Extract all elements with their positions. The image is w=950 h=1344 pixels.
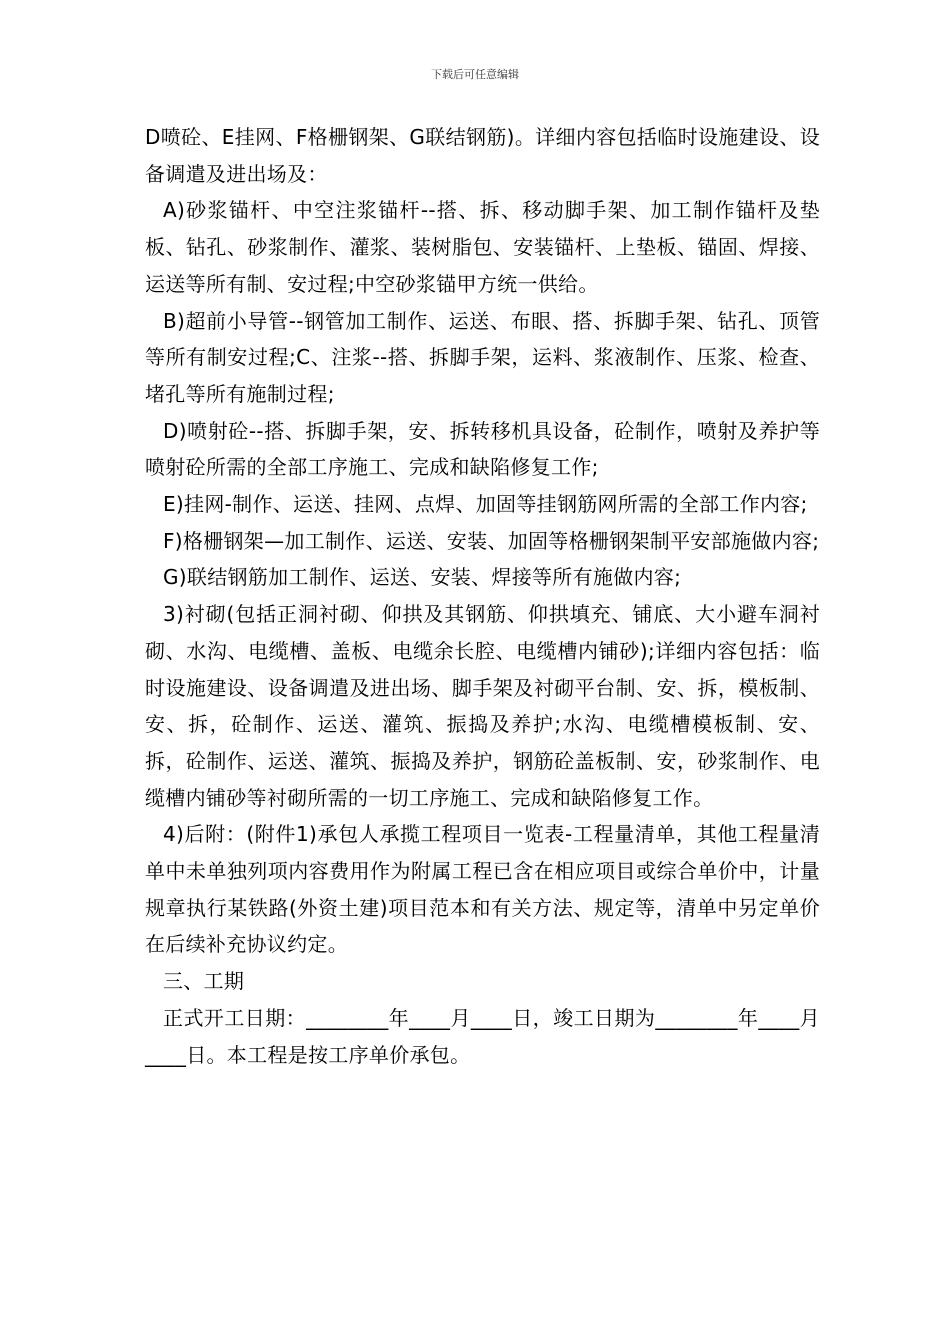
document-body: [145, 119, 820, 1073]
page-header: 下载后可任意编辑: [431, 68, 519, 81]
paragraph: D喷砼、E挂网、F格栅钢架、G联结钢筋)。详细内容包括临时设施建设、设备调遣及进出场及：: [145, 125, 820, 186]
paragraph: 3)衬砌(包括正洞衬砌、仰拱及其钢筋、仰拱填充、铺底、大小避车洞衬砌、水沟、电缆槽、盖板、电缆余长腔、电缆槽内铺砂);详细内容包括：临时设施建设、设备调遣及进出场、脚手架及衬砌平台制、安、拆，模板制、安、拆，砼制作、运送、灌筑、振捣及养护;水沟、电缆槽模板制、安、拆，砼制作、运送、灌筑、振捣及养护，钢筋砼盖板制、安，砂浆制作、电缆槽内铺砂等衬砌所需的一切工序施工、完成和缺陷修复工作。: [145, 602, 820, 810]
paragraph: E)挂网-制作、运送、挂网、点焊、加固等挂钢筋网所需的全部工作内容;: [163, 492, 808, 517]
paragraph: B)超前小导管--钢管加工制作、运送、布眼、搭、拆脚手架、钻孔、顶管等所有制安过程;C、注浆--搭、拆脚手架，运料、浆液制作、压浆、检查、堵孔等所有施制过程;: [145, 308, 820, 406]
section-heading: 三、工期: [163, 969, 245, 994]
paragraph: 4)后附：(附件1)承包人承揽工程项目一览表-工程量清单，其他工程量清单中未单独列项内容费用作为附属工程已含在相应项目或综合单价中，计量规章执行某铁路(外资土建)项目范本和有关方法、规定等，清单中另定单价在后续补充协议约定。: [145, 822, 820, 957]
paragraph: 正式开工日期：________年____月____日，竣工日期为________年____月____日。本工程是按工序单价承包。: [145, 1005, 820, 1067]
paragraph: D)喷射砼--搭、拆脚手架，安、拆转移机具设备，砼制作，喷射及养护等喷射砼所需的全部工序施工、完成和缺陷修复工作;: [145, 418, 820, 480]
paragraph: F)格栅钢架—加工制作、运送、安装、加固等格栅钢架制平安部施做内容;: [163, 528, 820, 553]
paragraph: G)联结钢筋加工制作、运送、安装、焊接等所有施做内容;: [163, 565, 682, 590]
paragraph: A)砂浆锚杆、中空注浆锚杆--搭、拆、移动脚手架、加工制作锚杆及垫板、钻孔、砂浆制作、灌浆、装树脂包、安装锚杆、上垫板、锚固、焊接、运送等所有制、安过程;中空砂浆锚甲方统一供给。: [145, 198, 820, 296]
